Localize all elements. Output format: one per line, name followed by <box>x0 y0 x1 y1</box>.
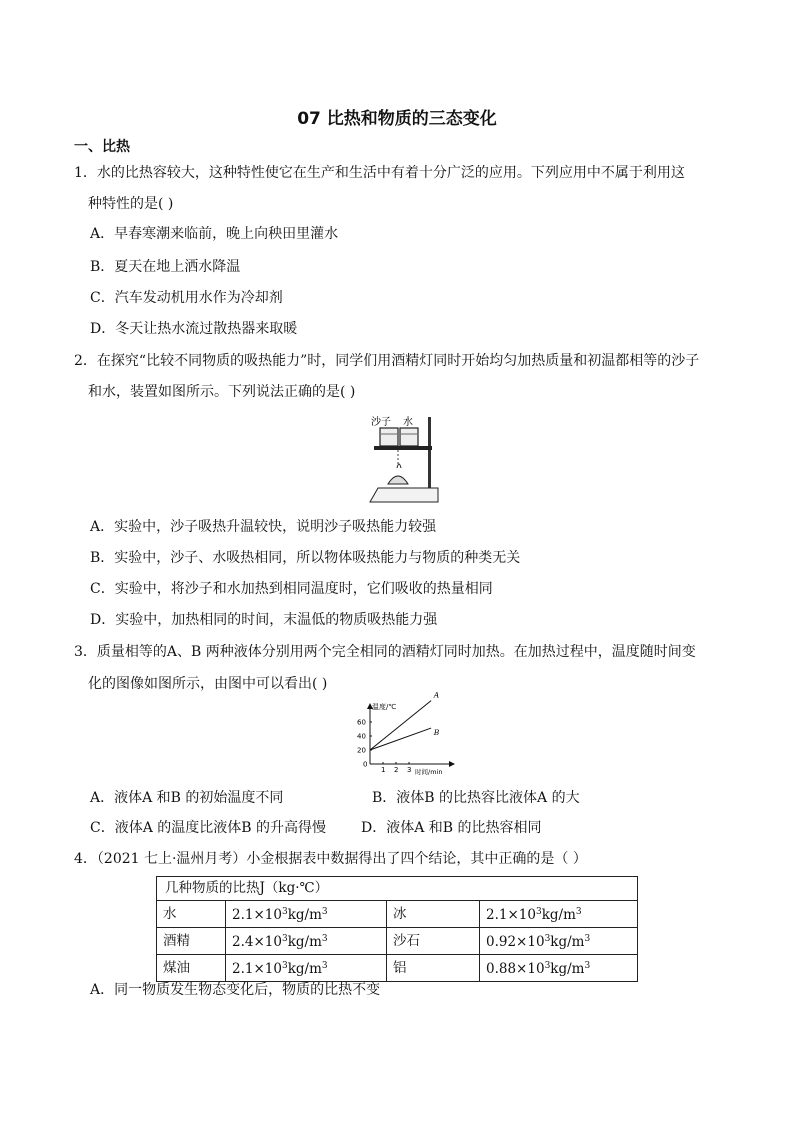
question-3-option-a: A．液体A 和B 的初始温度不同 <box>90 790 284 806</box>
question-4-option-a: A．同一物质发生物态变化后，物质的比热不变 <box>90 982 381 998</box>
temperature-time-chart <box>354 690 458 778</box>
question-2-stem-cont: 和水，装置如图所示。下列说法正确的是( ) <box>88 384 356 400</box>
question-2-option-b: B．实验中，沙子、水吸热相同，所以物体吸热能力与物质的种类无关 <box>90 550 521 566</box>
sand-label: 沙子 <box>371 417 391 428</box>
y-tick-label-20: 20 <box>357 746 366 755</box>
section-heading-specific-heat: 一、比热 <box>74 139 130 155</box>
question-1-option-d: D．冬天让热水流过散热器来取暖 <box>90 321 298 337</box>
y-tick-label-0: 0 <box>363 760 368 769</box>
question-3-option-d: D．液体A 和B 的比热容相同 <box>361 820 542 836</box>
question-3-option-c: C．液体A 的温度比液体B 的升高得慢 <box>90 820 327 836</box>
question-2-option-c: C．实验中，将沙子和水加热到相同温度时，它们吸收的热量相同 <box>90 581 493 597</box>
substance-cell: 冰 <box>387 901 480 928</box>
value-cell: $0.88\times 10^3kg/m^3$ <box>480 955 638 982</box>
x-axis-label: 时间/min <box>415 768 443 776</box>
table-row <box>157 901 638 928</box>
question-3-stem-cont: 化的图像如图所示，由图中可以看出( ) <box>88 676 328 692</box>
substance-cell: 水 <box>157 901 226 928</box>
substance-cell: 铝 <box>387 955 480 982</box>
page-title: 07 比热和物质的三态变化 <box>297 109 497 129</box>
question-2-option-d: D．实验中，加热相同的时间，末温低的物质吸热能力强 <box>90 612 438 628</box>
substance-cell: 沙石 <box>387 928 480 955</box>
y-axis-label: 温度/℃ <box>372 703 397 711</box>
question-1-stem-cont: 种特性的是( ) <box>88 196 174 212</box>
y-tick-label-60: 60 <box>357 718 366 727</box>
table-header: 几种物质的比热J（kg·℃） <box>157 877 638 901</box>
table-header-row <box>157 877 638 901</box>
water-label: 水 <box>403 417 413 428</box>
question-2-stem: 2．在探究“比较不同物质的吸热能力”时，同学们用酒精灯同时开始均匀加热质量和初温都相等的沙子 <box>74 353 700 369</box>
x-tick-label-1: 1 <box>381 766 386 774</box>
value-cell: $2.4\times 10^3kg/m^3$ <box>226 928 387 955</box>
question-1-stem: 1．水的比热容较大，这种特性使它在生产和生活中有着十分广泛的应用。下列应用中不属于利用这 <box>74 165 685 181</box>
specific-heat-table <box>156 876 638 982</box>
question-3-stem: 3．质量相等的A、B 两种液体分别用两个完全相同的酒精灯同时加热。在加热过程中，温度随时间变 <box>74 644 696 660</box>
table-row <box>157 955 638 982</box>
series-line-B <box>370 728 431 750</box>
substance-cell: 煤油 <box>157 955 226 982</box>
substance-cell: 酒精 <box>157 928 226 955</box>
x-axis-arrow <box>449 761 455 767</box>
x-tick-label-3: 3 <box>407 766 412 774</box>
y-tick-label-40: 40 <box>357 732 366 741</box>
heating-apparatus-figure <box>366 412 442 504</box>
value-cell: $2.1\times 10^3kg/m^3$ <box>480 901 638 928</box>
value-cell: $2.1\times 10^3kg/m^3$ <box>226 955 387 982</box>
question-1-option-b: B．夏天在地上洒水降温 <box>90 259 241 275</box>
question-1-option-a: A．早春寒潮来临前，晚上向秧田里灌水 <box>90 226 339 242</box>
x-tick-label-2: 2 <box>394 766 399 774</box>
series-label-B: B <box>433 728 440 738</box>
series-label-A: A <box>433 690 440 700</box>
table-row <box>157 928 638 955</box>
question-2-option-a: A．实验中，沙子吸热升温较快，说明沙子吸热能力较强 <box>90 519 437 535</box>
question-4-stem: 4．（2021 七上·温州月考）小金根据表中数据得出了四个结论，其中正确的是（ ） <box>74 851 587 867</box>
value-cell: $2.1\times 10^3kg/m^3$ <box>226 901 387 928</box>
question-1-option-c: C．汽车发动机用水作为冷却剂 <box>90 290 283 306</box>
question-3-option-b: B．液体B 的比热容比液体A 的大 <box>372 790 580 806</box>
value-cell: $0.92\times 10^3kg/m^3$ <box>480 928 638 955</box>
